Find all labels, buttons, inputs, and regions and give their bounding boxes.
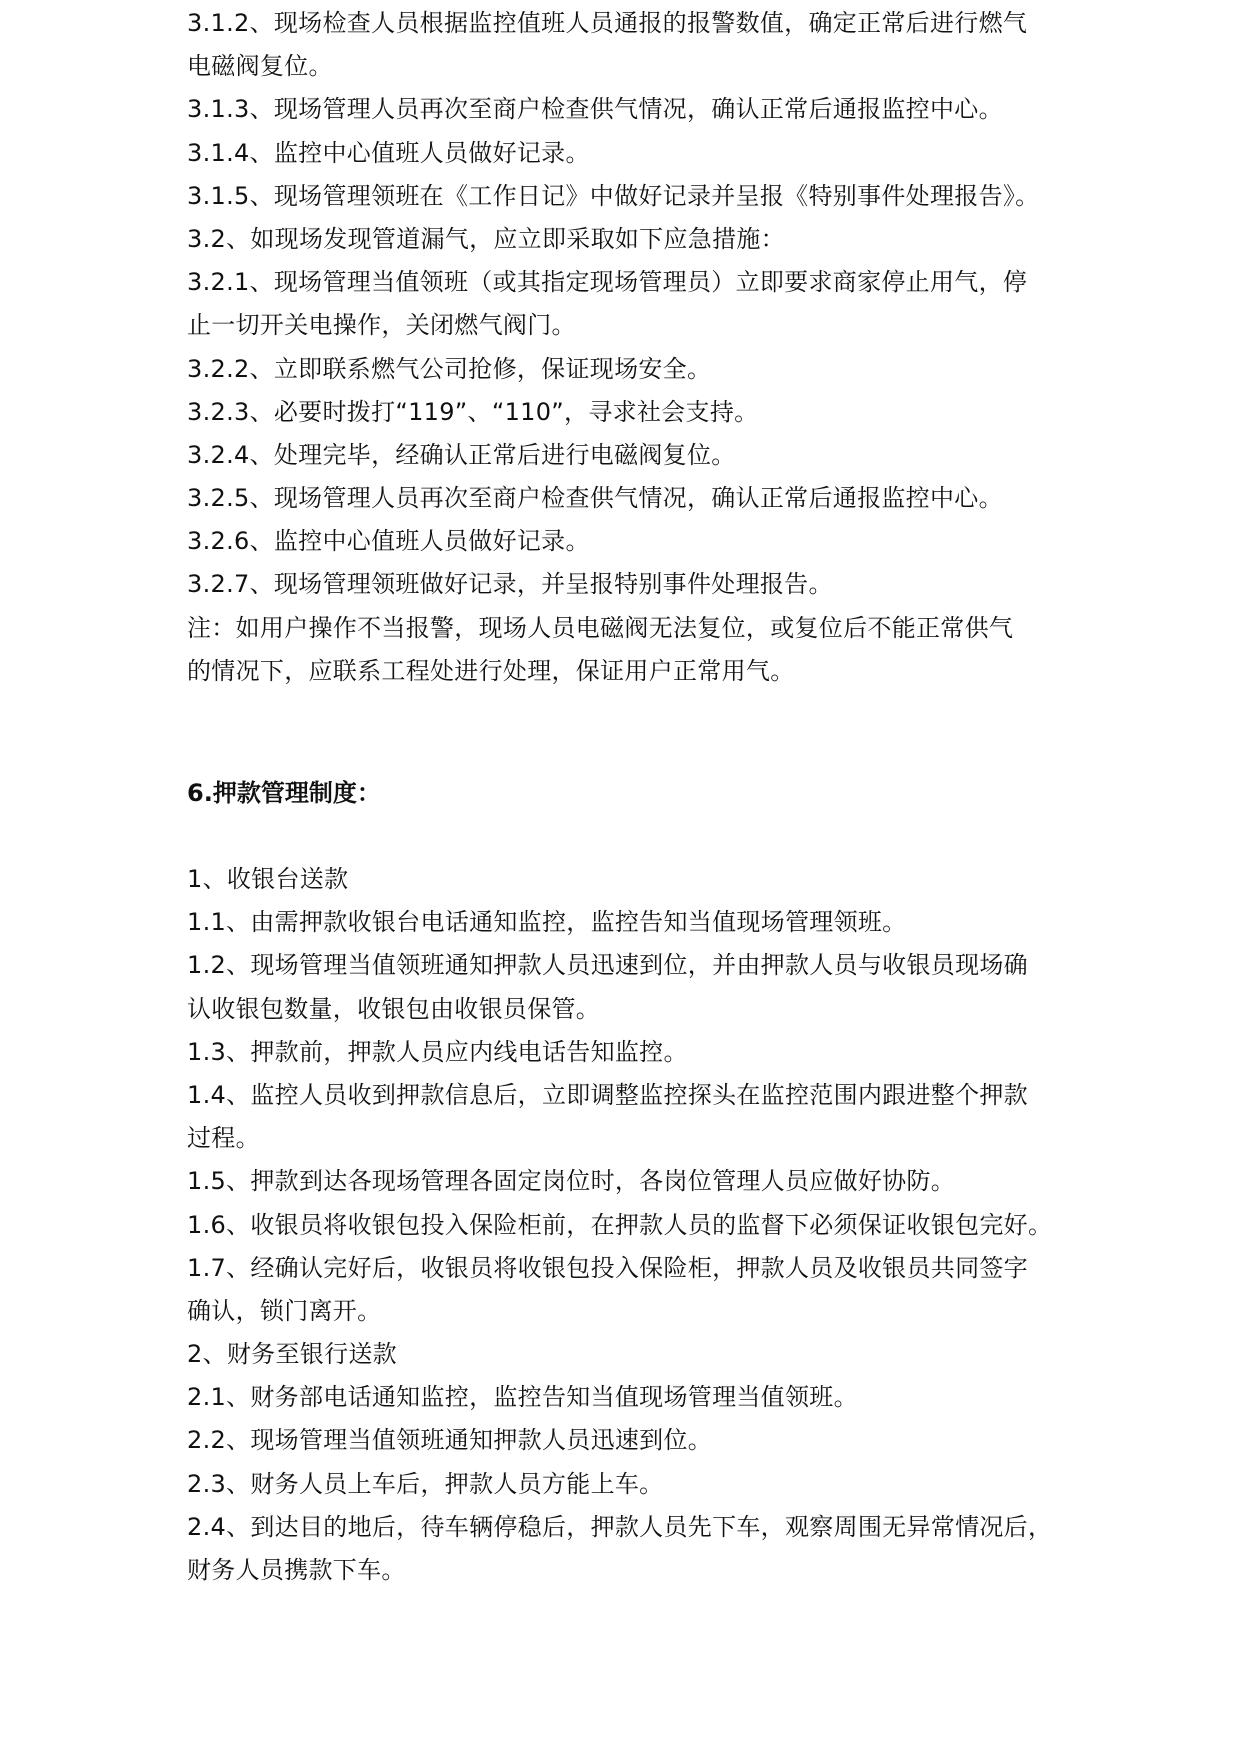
- text-line: 财务人员携款下车。: [187, 1556, 406, 1584]
- text-line: 3.2.5、现场管理人员再次至商户检查供气情况，确认正常后通报监控中心。: [187, 484, 1003, 513]
- text-line: 2.4、到达目的地后，待车辆停稳后，押款人员先下车，观察周围无异常情况后，: [187, 1512, 1053, 1541]
- text-line: 的情况下，应联系工程处进行处理，保证用户正常用气。: [187, 656, 795, 685]
- text-line: 1、收银台送款: [187, 865, 349, 893]
- text-line: 3.2.3、必要时拨打“119”、“110”，寻求社会支持。: [187, 397, 759, 426]
- text-line: 1.5、押款到达各现场管理各固定岗位时，各岗位管理人员应做好协防。: [187, 1167, 956, 1196]
- text-line: 1.6、收银员将收银包投入保险柜前，在押款人员的监督下必须保证收银包完好。: [187, 1210, 1053, 1239]
- text-line: 2.3、财务人员上车后，押款人员方能上车。: [187, 1469, 664, 1498]
- text-line: 止一切开关电操作，关闭燃气阀门。: [187, 311, 576, 340]
- text-line: 3.1.4、监控中心值班人员做好记录。: [187, 138, 590, 167]
- text-line: 3.2.2、立即联系燃气公司抢修，保证现场安全。: [187, 354, 712, 383]
- text-line: 3.2.6、监控中心值班人员做好记录。: [187, 527, 590, 556]
- text-line: 认收银包数量，收银包由收银员保管。: [187, 994, 601, 1023]
- text-line: 确认，锁门离开。: [187, 1296, 382, 1325]
- text-line: 1.3、押款前，押款人员应内线电话告知监控。: [187, 1037, 688, 1066]
- text-line: 3.1.5、现场管理领班在《工作日记》中做好记录并呈报《特别事件处理报告》。: [187, 181, 1040, 210]
- text-line: 过程。: [187, 1124, 260, 1153]
- cash-escort-procedures: [187, 858, 1052, 1592]
- text-line: 3.2、如现场发现管道漏气，应立即采取如下应急措施：: [187, 224, 785, 253]
- text-line: 2.1、财务部电话通知监控，监控告知当值现场管理当值领班。: [187, 1383, 858, 1412]
- text-line: 3.1.2、现场检查人员根据监控值班人员通报的报警数值，确定正常后进行燃气: [187, 9, 1028, 37]
- text-line: 1.7、经确认完好后，收银员将收银包投入保险柜，押款人员及收银员共同签字: [187, 1253, 1028, 1282]
- text-line: 1.1、由需押款收银台电话通知监控，监控告知当值现场管理领班。: [187, 908, 907, 937]
- gas-emergency-procedures: [187, 2, 1039, 693]
- text-line: 3.2.1、现场管理当值领班（或其指定现场管理员）立即要求商家停止用气，停: [187, 268, 1028, 297]
- text-line: 2、财务至银行送款: [187, 1340, 397, 1369]
- text-line: 1.4、监控人员收到押款信息后，立即调整监控探头在监控范围内跟进整个押款: [187, 1080, 1028, 1109]
- text-line: 3.2.7、现场管理领班做好记录，并呈报特别事件处理报告。: [187, 570, 833, 599]
- text-line: 1.2、现场管理当值领班通知押款人员迅速到位，并由押款人员与收银员现场确: [187, 951, 1028, 980]
- text-line: 电磁阀复位。: [187, 52, 333, 81]
- section-heading: 6.押款管理制度：: [187, 779, 381, 807]
- text-line: 注：如用户操作不当报警，现场人员电磁阀无法复位，或复位后不能正常供气: [187, 613, 1014, 642]
- text-line: 3.2.4、处理完毕，经确认正常后进行电磁阀复位。: [187, 440, 736, 469]
- text-line: 2.2、现场管理当值领班通知押款人员迅速到位。: [187, 1426, 713, 1455]
- text-line: 3.1.3、现场管理人员再次至商户检查供气情况，确认正常后通报监控中心。: [187, 95, 1003, 124]
